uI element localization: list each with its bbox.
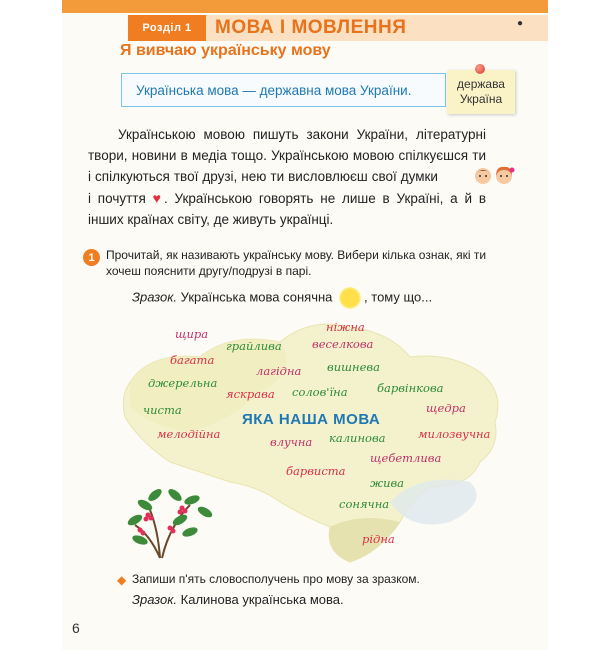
page-number: 6 xyxy=(72,620,80,636)
heart-icon: ♥ xyxy=(152,190,164,207)
pin-icon xyxy=(475,64,485,74)
word-item: милозвучна xyxy=(418,427,491,441)
sticky-note xyxy=(447,70,515,114)
sample-text-2: , тому що... xyxy=(364,289,433,305)
sample-label-2: Зразок. xyxy=(132,592,178,607)
word-item: ніжна xyxy=(326,320,365,334)
sample-text-2b: Калинова українська мова. xyxy=(180,592,344,607)
section-title: МОВА І МОВЛЕННЯ xyxy=(215,17,407,38)
top-strip xyxy=(62,0,548,13)
viburnum-plant-icon xyxy=(120,470,220,560)
word-item: вишнева xyxy=(327,360,380,374)
word-item: щебетлива xyxy=(370,451,442,465)
sample-line-2 xyxy=(132,592,344,607)
dot-mark: ● xyxy=(517,18,524,29)
intro-paragraph xyxy=(88,124,486,230)
word-item: рідна xyxy=(362,532,395,546)
word-item: багата xyxy=(170,353,215,367)
word-item: щира xyxy=(175,327,209,341)
task-instruction: Прочитай, як називають українську мову. Вибери кілька ознак, які ти хочеш пояснити другу/подрузі в парі. xyxy=(106,248,487,278)
sticky-line-2: Україна xyxy=(459,92,503,106)
sticky-line-1: держава xyxy=(457,77,505,91)
intro-part-3: . Українською говорять не лише в Україні, а й в інших країнах світу, де живуть українці. xyxy=(88,191,487,228)
word-item: солов'їна xyxy=(292,385,348,399)
word-item: калинова xyxy=(329,431,386,445)
writing-task: Запиши п'ять словосполучень про мову за зразком. xyxy=(132,572,420,586)
children-icon xyxy=(442,166,486,188)
lesson-title: Я вивчаю українську мову xyxy=(120,42,331,59)
word-cloud-title: ЯКА НАША МОВА xyxy=(242,411,381,428)
intro-part-2: і почуття xyxy=(88,191,146,207)
sample-line xyxy=(132,287,432,309)
section-badge: Розділ 1 xyxy=(128,15,206,41)
bullet-icon: ◆ xyxy=(117,573,127,587)
sample-text-1: Українська мова сонячна xyxy=(180,289,333,305)
word-item: джерельна xyxy=(148,376,218,390)
callout-text: Українська мова — державна мова України. xyxy=(136,82,412,98)
smiling-sun-icon xyxy=(339,287,361,309)
word-item: барвиста xyxy=(286,464,346,478)
word-item: чиста xyxy=(143,403,182,417)
callout-box xyxy=(121,73,446,107)
task-number-badge: 1 xyxy=(83,249,100,266)
word-item: сонячна xyxy=(339,497,390,511)
word-item: грайлива xyxy=(226,339,282,353)
word-item: веселкова xyxy=(312,337,374,351)
word-item: барвінкова xyxy=(377,381,444,395)
word-item: мелодійна xyxy=(157,427,221,441)
word-item: лагідна xyxy=(256,364,302,378)
word-item: жива xyxy=(370,476,405,490)
intro-part-1: Українською мовою пишуть закони України, літературні твори, новини в медіа тощо. Українською мовою спілкуєшся ти і спілкуються твої друзі, нею ти висловлюєш свої думки xyxy=(88,127,486,184)
word-item: влучна xyxy=(270,435,313,449)
word-item: яскрава xyxy=(226,387,275,401)
word-item: щедра xyxy=(426,401,466,415)
sample-label: Зразок. xyxy=(132,289,178,305)
